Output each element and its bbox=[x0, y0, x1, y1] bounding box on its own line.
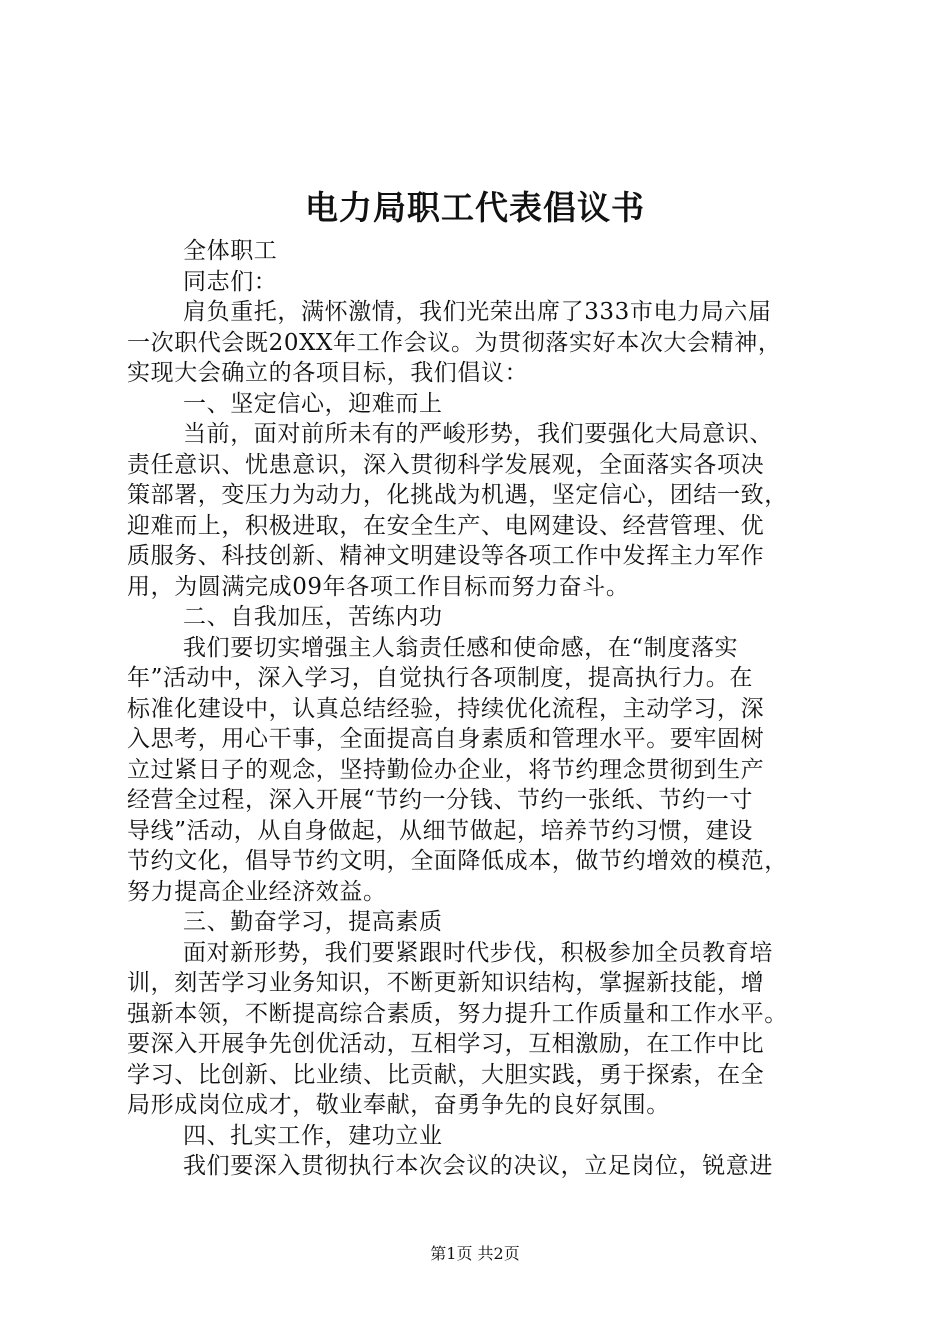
paragraph-line: 我们要切实增强主人翁责任感和使命感，在“制度落实 bbox=[183, 634, 739, 661]
paragraph-line: 策部署，变压力为动力，化挑战为机遇，坚定信心，团结一致， bbox=[127, 482, 788, 508]
paragraph-line: 训，刻苦学习业务知识，不断更新知识结构，掌握新技能，增 bbox=[127, 970, 765, 996]
paragraph-line: 标准化建设中，认真总结经验，持续优化流程，主动学习，深 bbox=[127, 695, 765, 722]
paragraph-line: 局形成岗位成才，敬业奉献，奋勇争先的良好氛围。 bbox=[127, 1092, 670, 1118]
paragraph-line: 责任意识、忧患意识，深入贯彻科学发展观，全面落实各项决 bbox=[127, 451, 765, 478]
paragraph-line: 学习、比创新、比业绩、比贡献，大胆实践，勇于探索，在全 bbox=[127, 1061, 765, 1088]
paragraph-line: 要深入开展争先创优活动，互相学习，互相激励，在工作中比 bbox=[127, 1031, 765, 1057]
paragraph-line: 用，为圆满完成09年各项工作目标而努力奋斗。 bbox=[127, 573, 630, 600]
document-body bbox=[127, 236, 857, 1182]
paragraph-line: 我们要深入贯彻执行本次会议的决议，立足岗位，锐意进 bbox=[183, 1153, 773, 1179]
page-number-footer: 第1页 共2页 bbox=[430, 1244, 520, 1263]
section-heading: 四、扎实工作，建功立业 bbox=[183, 1122, 443, 1149]
paragraph-line: 迎难而上，积极进取，在安全生产、电网建设、经营管理、优 bbox=[127, 512, 765, 539]
paragraph-line: 努力提高企业经济效益。 bbox=[127, 878, 387, 905]
section-heading: 二、自我加压，苦练内功 bbox=[183, 604, 443, 630]
paragraph-line: 入思考，用心干事，全面提高自身素质和管理水平。要牢固树 bbox=[127, 726, 765, 752]
section-heading: 一、坚定信心，迎难而上 bbox=[183, 390, 443, 417]
section-heading: 三、勤奋学习，提高素质 bbox=[183, 909, 443, 935]
paragraph-line: 经营全过程，深入开展“节约一分钱、节约一张纸、节约一寸 bbox=[127, 787, 753, 813]
document-title: 电力局职工代表倡议书 bbox=[305, 188, 645, 227]
salutation-line: 同志们： bbox=[183, 268, 278, 295]
paragraph-line: 节约文化，倡导节约文明，全面降低成本，做节约增效的模范， bbox=[127, 848, 788, 874]
paragraph-line: 质服务、科技创新、精神文明建设等各项工作中发挥主力军作 bbox=[127, 543, 765, 569]
paragraph-line: 面对新形势，我们要紧跟时代步伐，积极参加全员教育培 bbox=[183, 939, 773, 966]
paragraph-line: 实现大会确立的各项目标，我们倡议： bbox=[127, 360, 529, 386]
paragraph-line: 强新本领，不断提高综合素质，努力提升工作质量和工作水平。 bbox=[127, 1000, 788, 1027]
paragraph-line: 当前，面对前所未有的严峻形势，我们要强化大局意识、 bbox=[183, 421, 773, 447]
paragraph-line: 导线”活动，从自身做起，从细节做起，培养节约习惯，建设 bbox=[127, 817, 753, 844]
paragraph-line: 年”活动中，深入学习，自觉执行各项制度，提高执行力。在 bbox=[127, 665, 753, 691]
paragraph-line: 肩负重托，满怀激情，我们光荣出席了333市电力局六届 bbox=[183, 299, 772, 325]
paragraph-line: 一次职代会既20XX年工作会议。为贯彻落实好本次大会精神， bbox=[127, 329, 782, 356]
paragraph-line: 立过紧日子的观念，坚持勤俭办企业，将节约理念贯彻到生产 bbox=[127, 756, 765, 783]
salutation-line: 全体职工 bbox=[183, 238, 278, 264]
